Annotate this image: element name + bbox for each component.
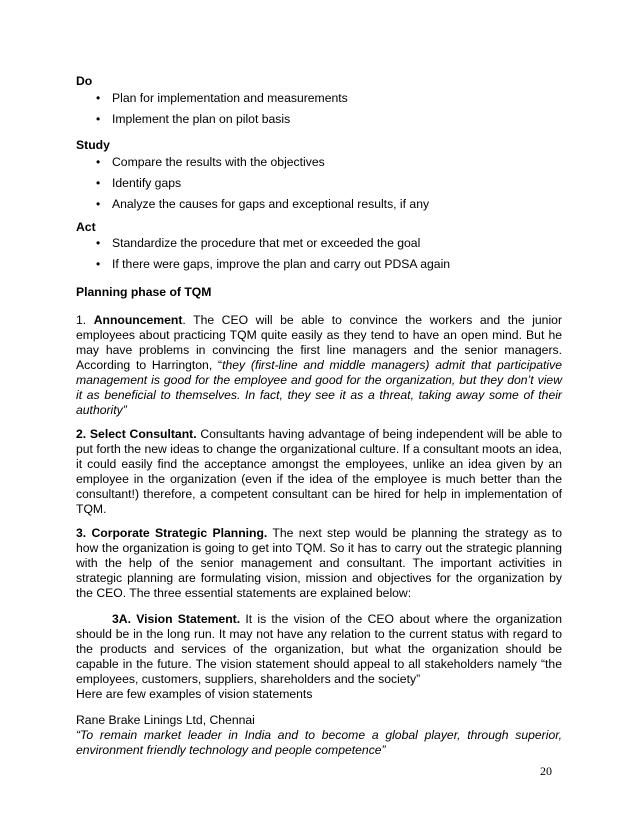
list-item: • Analyze the causes for gaps and exceptional results, if any xyxy=(96,194,429,215)
announcement-paragraph xyxy=(76,313,562,418)
list-item: • Identify gaps xyxy=(96,173,429,194)
do-heading: Do xyxy=(76,74,93,88)
announcement-body: . The CEO will be able to convince the workers and the junior employees about practicing TQM quite easily as they tend to have an open mind. But he may have problems in convincing the first line managers and the senior managers. According to Harrington, “ xyxy=(76,313,562,372)
act-list xyxy=(96,233,450,275)
do-list xyxy=(96,88,348,130)
list-item: • Compare the results with the objectives xyxy=(96,152,429,173)
example-quote: “To remain market leader in India and to become a global player, through superior, environment friendly technology and people competence” xyxy=(76,728,562,757)
planning-heading: Planning phase of TQM xyxy=(76,285,212,299)
vision-statement-body: It is the vision of the CEO about where the organization should be in the long run. It may not have any relation to the current status with regard to the products and services of the organization, but what the organization should be capable in the future. The vision statement should appeal to all stakeholders namely “the employees, customers, suppliers, shareholders and the society” xyxy=(76,612,562,686)
vision-statement-title: 3A. Vision Statement. xyxy=(112,612,241,626)
announcement-number: 1. xyxy=(76,313,94,327)
list-item: • If there were gaps, improve the plan and carry out PDSA again xyxy=(96,254,450,275)
consultant-paragraph xyxy=(76,427,562,517)
act-heading: Act xyxy=(76,220,96,234)
list-item: • Implement the plan on pilot basis xyxy=(96,109,348,130)
strategic-planning-title: 3. Corporate Strategic Planning. xyxy=(76,526,268,540)
list-item: • Standardize the procedure that met or exceeded the goal xyxy=(96,233,450,254)
strategic-planning-body: The next step would be planning the strategy as to how the organization is going to get into TQM. So it has to carry out the strategic planning with the help of the senior management and consultant. The important activities in strategic planning are formulating vision, mission and objectives for the organization by the CEO. The three essential statements are explained below: xyxy=(76,526,562,600)
study-list xyxy=(96,152,429,215)
list-item: • Plan for implementation and measurements xyxy=(96,88,348,109)
study-heading: Study xyxy=(76,138,110,152)
strategic-planning-paragraph xyxy=(76,526,562,601)
consultant-title: 2. Select Consultant. xyxy=(76,427,197,441)
vision-statement-paragraph xyxy=(76,612,562,702)
consultant-body: Consultants having advantage of being independent will be able to put forth the new ideas to change the organizational culture. If a consultant moots an idea, it could easily find the acceptance amongst the employees, unlike an idea given by an employee in the organization (even if the idea of the employee is much better than the consultant!) therefore, a competent consultant can be hired for help in implementation of TQM. xyxy=(76,427,562,516)
announcement-title: Announcement xyxy=(93,313,183,327)
vision-examples-intro: Here are few examples of vision statements xyxy=(76,687,313,701)
example-paragraph xyxy=(76,713,562,758)
harrington-quote: they (first-line and middle managers) admit that participative management is good for the employee and good for the organization, but they don’t view it as beneficial to themselves. In fact, they see it as a threat, taking away some of their authority” xyxy=(76,358,562,417)
page-number: 20 xyxy=(540,764,552,778)
example-company: Rane Brake Linings Ltd, Chennai xyxy=(76,713,255,727)
